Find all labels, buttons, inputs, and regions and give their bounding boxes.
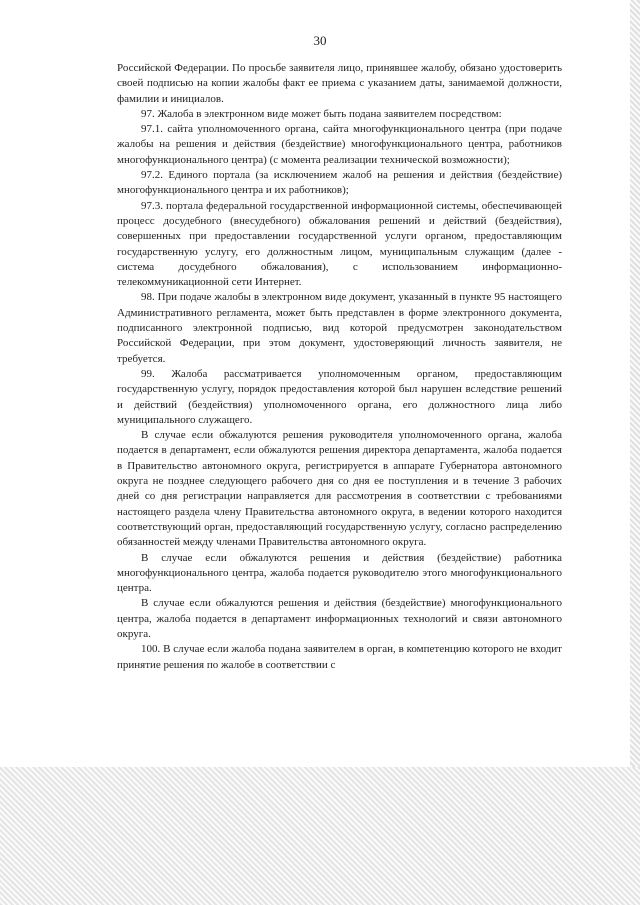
- paragraph-97-1: 97.1. сайта уполномоченного органа, сайта многофункционального центра (при подаче жалобы на решения и действия (бездействие) многофункционального центра, работников многофункционального центра) (с момента реализации технической возможности);: [117, 123, 562, 166]
- paragraph-100: 100. В случае если жалоба подана заявителем в орган, в компетенцию которого не входит принятие решения по жалобе в соответствии с: [117, 643, 562, 671]
- paragraph-97-2: 97.2. Единого портала (за исключением жалоб на решения и действия (бездействие) многофункционального центра и их работников);: [117, 169, 562, 197]
- paragraph-97-3: 97.3. портала федеральной государственной информационной системы, обеспечивающей процесс досудебного (внесудебного) обжалования решений и действий (бездействия), совершенных при предоставлении государственной услуги органом, предоставляющим государственную услугу, его должностным лицом, муниципальным служащим (далее - система досудебного обжалования), с использованием информационно-телекоммуникационной сети Интернет.: [117, 199, 562, 289]
- paragraph-continuation: Российской Федерации. По просьбе заявителя лицо, принявшее жалобу, обязано удостоверить своей подписью на копии жалобы факт ее приема с указанием даты, занимаемой должности, фамилии и инициалов.: [117, 62, 562, 105]
- paragraph-99-mfc: В случае если обжалуются решения и действия (бездействие) многофункционального центра, жалоба подается в департамент информационных технологий и связи автономного округа.: [117, 597, 562, 640]
- paragraph-99-mfc-worker: В случае если обжалуются решения и действия (бездействие) работника многофункционального центра, жалоба подается руководителю этого многофункционального центра.: [117, 551, 562, 595]
- paragraph-98: 98. При подаче жалобы в электронном виде документ, указанный в пункте 95 настоящего Административного регламента, может быть представлен в форме электронного документа, подписанного электронной подписью, вид которой предусмотрен законодательством Российской Федерации, при этом документ, удостоверяющий личность заявителя, не требуется.: [117, 291, 562, 365]
- page-number: 30: [313, 33, 327, 48]
- paragraph-97: 97. Жалоба в электронном виде может быть подана заявителем посредством:: [141, 107, 502, 120]
- document-body: [117, 61, 562, 673]
- paragraph-99-director: В случае если обжалуются решения руководителя уполномоченного органа, жалоба подается в департамент, если обжалуются решения директора департамента, жалоба подается в Правительство автономного округа, регистрируется в аппарате Губернатора автономного округа не позднее следующего рабочего дня со дня ее поступления и в течение 3 рабочих дней со дня регистрации направляется для рассмотрения в соответствии с требованиями настоящего раздела члену Правительства автономного округа, в ведении которого находится соответствующий орган, предоставляющий государственную услугу, согласно распределению обязанностей между членами Правительства автономного округа.: [117, 429, 562, 549]
- paragraph-99: 99. Жалоба рассматривается уполномоченным органом, предоставляющим государственную услугу, порядок предоставления которой был нарушен вследствие решений и действий (бездействия) уполномоченного органа, его должностного лица либо муниципального служащего.: [117, 367, 562, 426]
- scan-edge-bottom: [0, 767, 640, 905]
